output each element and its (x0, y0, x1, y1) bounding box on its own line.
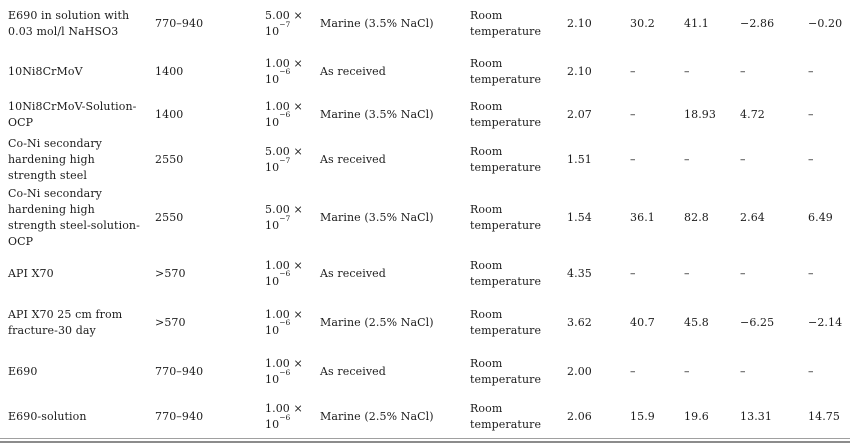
strength-cell: 1400 (155, 107, 184, 121)
frequency-power (265, 155, 307, 176)
value-cell: 36.1 (630, 211, 655, 224)
material-cell: API X70 25 cm from fracture-30 day (8, 307, 123, 337)
strength-cell: 770–940 (155, 17, 204, 30)
frequency-power (265, 367, 307, 388)
frequency-exponent: −7 (279, 213, 291, 223)
environment-cell: Marine (3.5% NaCl) (320, 17, 434, 30)
table-row (0, 0, 850, 48)
value-cell: 19.6 (684, 410, 709, 423)
environment-cell: Marine (2.5% NaCl) (320, 315, 434, 329)
value-cell: 45.8 (684, 315, 709, 329)
environment-cell: Marine (2.5% NaCl) (320, 410, 434, 423)
temperature-cell: Room temperature (470, 357, 542, 386)
value-cell: – (630, 64, 636, 78)
temperature-cell: Room temperature (470, 258, 542, 288)
temperature-cell: Room temperature (470, 307, 542, 337)
frequency-base: 10 (265, 323, 280, 337)
value-cell: 2.07 (567, 107, 592, 121)
material-cell: 10Ni8CrMoV-Solution-OCP (8, 99, 137, 129)
frequency-exponent: −6 (279, 412, 291, 422)
material-cell: E690 in solution with 0.03 mol/l NaHSO3 (8, 9, 130, 38)
value-cell: 41.1 (684, 17, 709, 30)
value-cell: 4.72 (740, 107, 765, 121)
frequency-cell (257, 348, 312, 396)
value-cell: – (684, 365, 690, 378)
strength-cell: 2550 (155, 153, 184, 166)
material-cell: API X70 (8, 266, 54, 280)
frequency-base: 10 (265, 115, 280, 129)
value-cell: 30.2 (630, 17, 655, 30)
frequency-base: 10 (265, 418, 280, 431)
strength-cell: 770–940 (155, 410, 204, 423)
value-cell: – (684, 266, 690, 280)
value-cell: – (808, 153, 814, 166)
value-cell: 18.93 (684, 107, 716, 121)
frequency-power (265, 318, 307, 339)
value-cell: – (740, 64, 746, 78)
table-row (0, 48, 850, 95)
table-row (0, 297, 850, 348)
frequency-power (265, 67, 307, 88)
environment-cell: Marine (3.5% NaCl) (320, 107, 434, 121)
frequency-mantissa: 5.00 × (265, 203, 303, 216)
frequency-power (265, 19, 307, 40)
strength-cell: >570 (155, 315, 186, 329)
frequency-mantissa: 1.00 × (265, 357, 303, 370)
frequency-exponent: −7 (279, 155, 291, 165)
material-cell: Co-Ni secondary hardening high strength steel-solution-OCP (8, 187, 140, 248)
value-cell: – (808, 266, 814, 280)
frequency-cell (257, 0, 312, 48)
value-cell: – (630, 365, 636, 378)
value-cell: 13.31 (740, 410, 772, 423)
frequency-cell (257, 396, 312, 438)
frequency-base: 10 (265, 161, 280, 174)
frequency-exponent: −6 (279, 269, 291, 279)
temperature-cell: Room temperature (470, 145, 542, 174)
frequency-cell (257, 297, 312, 348)
environment-cell: As received (320, 266, 386, 280)
frequency-mantissa: 5.00 × (265, 145, 303, 158)
table-row (0, 186, 850, 250)
value-cell: −2.14 (808, 315, 843, 329)
value-cell: – (684, 64, 690, 78)
environment-cell: As received (320, 64, 386, 78)
frequency-cell (257, 134, 312, 186)
value-cell: 2.06 (567, 410, 592, 423)
value-cell: 2.64 (740, 211, 765, 224)
temperature-cell: Room temperature (470, 56, 542, 86)
value-cell: 1.51 (567, 153, 592, 166)
frequency-cell (257, 48, 312, 95)
frequency-mantissa: 1.00 × (265, 56, 303, 70)
value-cell: 4.35 (567, 266, 592, 280)
value-cell: 6.49 (808, 211, 833, 224)
table-row (0, 134, 850, 186)
value-cell: 1.54 (567, 211, 592, 224)
material-cell: Co-Ni secondary hardening high strength steel (8, 137, 102, 182)
frequency-mantissa: 1.00 × (265, 402, 303, 415)
strength-cell: >570 (155, 266, 186, 280)
frequency-mantissa: 1.00 × (265, 307, 303, 321)
frequency-power (265, 412, 307, 433)
frequency-mantissa: 1.00 × (265, 99, 303, 113)
environment-cell: As received (320, 153, 386, 166)
frequency-exponent: −6 (279, 367, 291, 377)
value-cell: 2.10 (567, 64, 592, 78)
value-cell: −2.86 (740, 17, 775, 30)
value-cell: 82.8 (684, 211, 709, 224)
frequency-base: 10 (265, 274, 280, 288)
value-cell: 40.7 (630, 315, 655, 329)
value-cell: – (630, 266, 636, 280)
value-cell: – (740, 266, 746, 280)
frequency-cell (257, 95, 312, 134)
frequency-exponent: −6 (279, 318, 291, 328)
material-cell: E690 (8, 365, 38, 378)
value-cell: 14.75 (808, 410, 840, 423)
value-cell: 3.62 (567, 315, 592, 329)
value-cell: – (808, 64, 814, 78)
value-cell: – (808, 107, 814, 121)
table-bottom-rule-bottom (0, 441, 850, 443)
temperature-cell: Room temperature (470, 203, 542, 232)
value-cell: – (740, 153, 746, 166)
value-cell: – (808, 365, 814, 378)
strength-cell: 2550 (155, 211, 184, 224)
frequency-base: 10 (265, 373, 280, 386)
value-cell: −6.25 (740, 315, 775, 329)
frequency-cell (257, 186, 312, 250)
environment-cell: Marine (3.5% NaCl) (320, 211, 434, 224)
temperature-cell: Room temperature (470, 402, 542, 431)
value-cell: – (630, 153, 636, 166)
frequency-mantissa: 1.00 × (265, 258, 303, 272)
value-cell: – (684, 153, 690, 166)
frequency-base: 10 (265, 25, 280, 38)
frequency-power (265, 269, 307, 290)
frequency-exponent: −7 (279, 19, 291, 29)
frequency-power (265, 110, 307, 131)
material-cell: E690-solution (8, 410, 87, 423)
value-cell: – (740, 365, 746, 378)
table-row (0, 396, 850, 438)
table-row (0, 95, 850, 134)
strength-cell: 770–940 (155, 365, 204, 378)
frequency-power (265, 213, 307, 234)
temperature-cell: Room temperature (470, 99, 542, 129)
strength-cell: 1400 (155, 64, 184, 78)
table-row (0, 250, 850, 297)
value-cell: 15.9 (630, 410, 655, 423)
value-cell: −0.20 (808, 17, 843, 30)
table-row (0, 348, 850, 396)
frequency-cell (257, 250, 312, 297)
material-cell: 10Ni8CrMoV (8, 64, 83, 78)
temperature-cell: Room temperature (470, 9, 542, 38)
frequency-base: 10 (265, 72, 280, 86)
frequency-exponent: −6 (279, 67, 291, 77)
frequency-base: 10 (265, 219, 280, 232)
frequency-mantissa: 5.00 × (265, 9, 303, 22)
environment-cell: As received (320, 365, 386, 378)
value-cell: 2.00 (567, 365, 592, 378)
frequency-exponent: −6 (279, 110, 291, 120)
value-cell: – (630, 107, 636, 121)
value-cell: 2.10 (567, 17, 592, 30)
